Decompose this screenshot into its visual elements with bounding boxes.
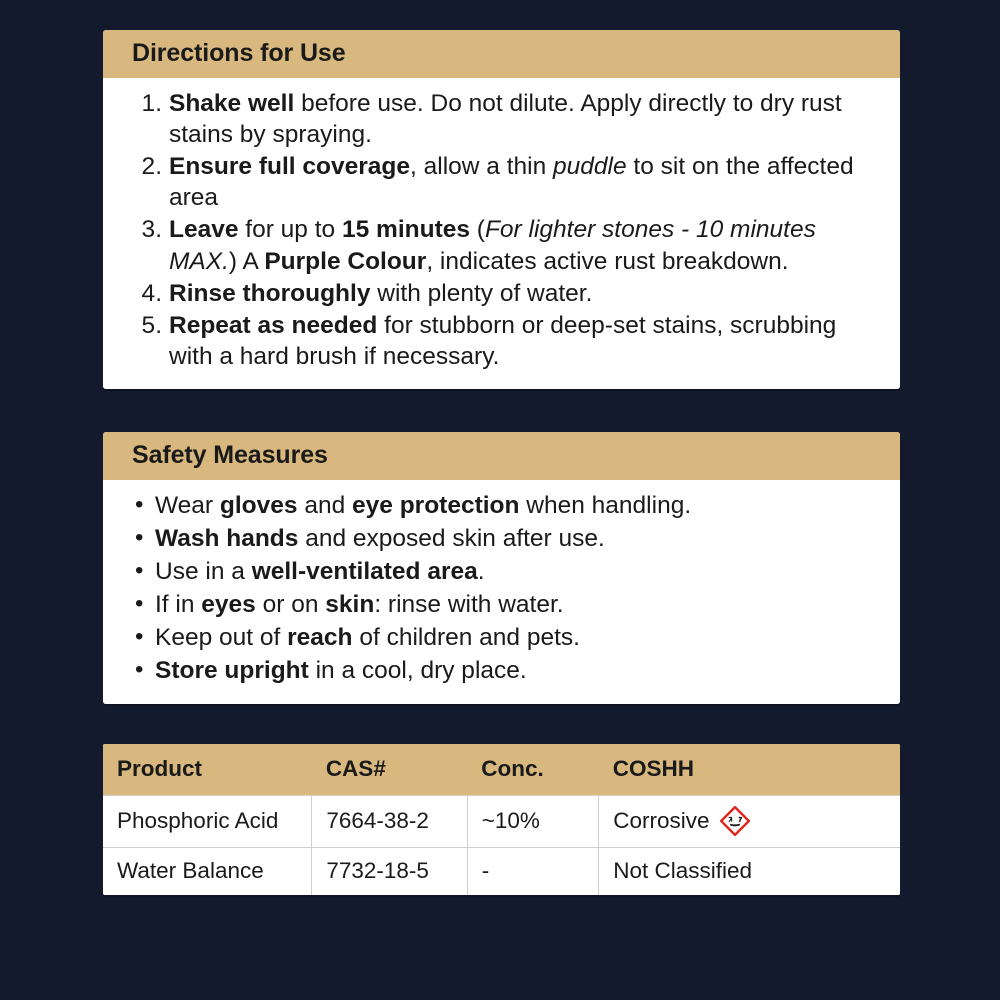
- text-run: For lighter stones - 10 minutes MAX.: [169, 216, 816, 275]
- table-row: [103, 847, 900, 895]
- direction-step: [169, 214, 886, 276]
- safety-item: [155, 655, 886, 688]
- text-run: , indicates active rust breakdown.: [426, 247, 789, 275]
- direction-step: [169, 278, 886, 309]
- safety-item: [155, 556, 886, 589]
- safety-item: [155, 589, 886, 622]
- text-run: Ensure full coverage: [169, 153, 411, 181]
- safety-item: [155, 523, 886, 556]
- safety-item: [155, 622, 886, 655]
- direction-step: [169, 151, 886, 213]
- cell-coshh: [599, 795, 900, 847]
- text-run: Wash hands: [155, 524, 299, 552]
- safety-card: [103, 432, 900, 704]
- coshh-content: [613, 806, 900, 836]
- text-run: gloves: [219, 491, 298, 519]
- table-row: [103, 795, 900, 847]
- directions-list: [117, 88, 886, 372]
- text-run: puddle: [553, 153, 627, 181]
- text-run: skin: [325, 590, 375, 618]
- table-header-row: [103, 744, 900, 796]
- column-header-product: Product: [103, 744, 312, 796]
- text-run: with plenty of water.: [370, 279, 593, 307]
- direction-step: [169, 88, 886, 150]
- safety-body: [103, 480, 900, 704]
- table-body: [103, 795, 900, 895]
- column-header-coshh: COSHH: [599, 744, 900, 796]
- directions-card: [103, 30, 900, 389]
- text-run: .: [477, 557, 485, 585]
- text-run: in a cool, dry place.: [308, 656, 527, 684]
- ingredients-table: [103, 744, 900, 895]
- safety-item: [155, 490, 886, 523]
- ingredients-card: [103, 744, 900, 895]
- text-run: Keep out of: [155, 623, 288, 651]
- text-run: of children and pets.: [352, 623, 580, 651]
- text-run: eye protection: [352, 491, 520, 519]
- text-run: , allow a thin: [410, 153, 554, 181]
- cell-product: Phosphoric Acid: [103, 795, 312, 847]
- text-run: for stubborn or deep-set stains, scrubbing with a hard brush if necessary.: [169, 311, 837, 370]
- text-run: If in: [155, 590, 202, 618]
- text-run: Store upright: [155, 656, 309, 684]
- direction-step: [169, 310, 886, 372]
- text-run: before use. Do not dilute. Apply directly to dry rust stains by spraying.: [169, 90, 842, 149]
- text-run: when handling.: [519, 491, 692, 519]
- coshh-label: Not Classified: [613, 857, 753, 883]
- text-run: : rinse with water.: [374, 590, 564, 618]
- text-run: eyes: [201, 590, 256, 618]
- text-run: Leave: [169, 216, 239, 244]
- text-run: 15 minutes: [341, 216, 470, 244]
- directions-body: [103, 78, 900, 389]
- cell-coshh: [599, 847, 900, 895]
- column-header-cas: CAS#: [312, 744, 467, 796]
- cell-conc: ~10%: [467, 795, 599, 847]
- text-run: Repeat as needed: [169, 311, 378, 339]
- text-run: Shake well: [169, 90, 295, 117]
- text-run: or on: [255, 590, 326, 618]
- coshh-label: Corrosive: [613, 807, 710, 833]
- text-run: for up to: [238, 216, 342, 244]
- text-run: ) A: [228, 247, 265, 275]
- text-run: reach: [287, 623, 353, 651]
- text-run: and exposed skin after use.: [298, 524, 605, 552]
- text-run: well-ventilated area: [251, 557, 478, 585]
- directions-title: Directions for Use: [103, 30, 900, 78]
- cell-cas: 7664-38-2: [312, 795, 467, 847]
- coshh-content: [613, 858, 900, 884]
- text-run: Rinse thoroughly: [169, 279, 371, 307]
- text-run: to sit on the affected area: [169, 153, 854, 212]
- safety-title: Safety Measures: [103, 432, 900, 480]
- text-run: Purple Colour: [264, 247, 427, 275]
- text-run: Use in a: [155, 557, 252, 585]
- text-run: and: [297, 491, 353, 519]
- text-run: Wear: [155, 491, 220, 519]
- cell-cas: 7732-18-5: [312, 847, 467, 895]
- ghs-corrosion-icon: [720, 806, 750, 836]
- cell-product: Water Balance: [103, 847, 312, 895]
- cell-conc: -: [467, 847, 599, 895]
- safety-list: [117, 490, 886, 688]
- column-header-conc: Conc.: [467, 744, 599, 796]
- text-run: (: [469, 216, 485, 244]
